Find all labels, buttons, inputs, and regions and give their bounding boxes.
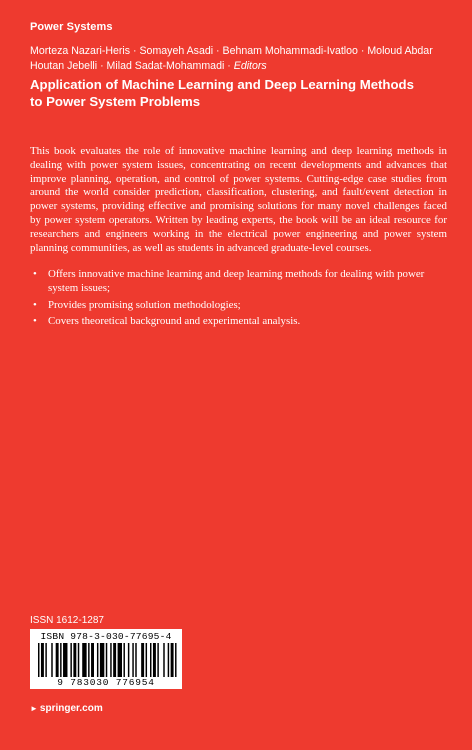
editors-list [30,44,450,74]
bullet-icon: • [33,298,37,311]
feature-list [30,268,447,332]
book-title-line-2: to Power System Problems [30,93,201,109]
isbn-label: ISBN 978-3-030-77695-4 [40,631,172,642]
editors-line-2-names: Houtan Jebelli · Milad Sadat-Mohammadi [30,60,225,72]
publisher-website-text: springer.com [39,703,103,714]
feature-text: Provides promising solution methodologies; [48,298,241,311]
series-name: Power Systems [30,21,113,33]
issn-label: ISSN 1612-1287 [30,615,104,626]
feature-item [30,268,447,296]
barcode-icon [38,643,178,677]
feature-text: Offers innovative machine learning and deep learning methods for dealing with power system issues; [48,268,425,294]
book-title [30,77,450,110]
feature-text: Covers theoretical background and experimental analysis. [48,315,301,328]
isbn-barcode [30,629,182,689]
barcode-digits: 9 783030 776954 [57,677,155,688]
editors-role: Editors [233,60,267,72]
editors-separator: · [227,60,234,72]
book-description: This book evaluates the role of innovative machine learning and deep learning methods in dealing with power system issues, concentrating on recent developments and advances that improve planning, operation, and control of power systems. Cutting-edge case studies from around the world consider prediction, classification, clustering, and fault/event detection in power systems, providing effective and promising solutions for many novel challenges faced by power system operators. Written by leading experts, the book will be an ideal resource for researchers and engineers working in the electrical power engineering and power system planning communities, as well as students in advanced graduate-level courses. [30,145,447,254]
arrow-right-icon: ► [30,704,38,713]
feature-item [30,315,447,329]
editors-line-1: Morteza Nazari-Heris · Somayeh Asadi · Behnam Mohammadi-Ivatloo · Moloud Abdar [30,45,433,57]
publisher-website[interactable] [30,703,103,714]
editors-line-2 [30,59,450,74]
feature-item [30,299,447,313]
bullet-icon: • [33,268,37,280]
book-title-line-1: Application of Machine Learning and Deep Learning Methods [30,77,414,92]
bullet-icon: • [33,315,37,328]
